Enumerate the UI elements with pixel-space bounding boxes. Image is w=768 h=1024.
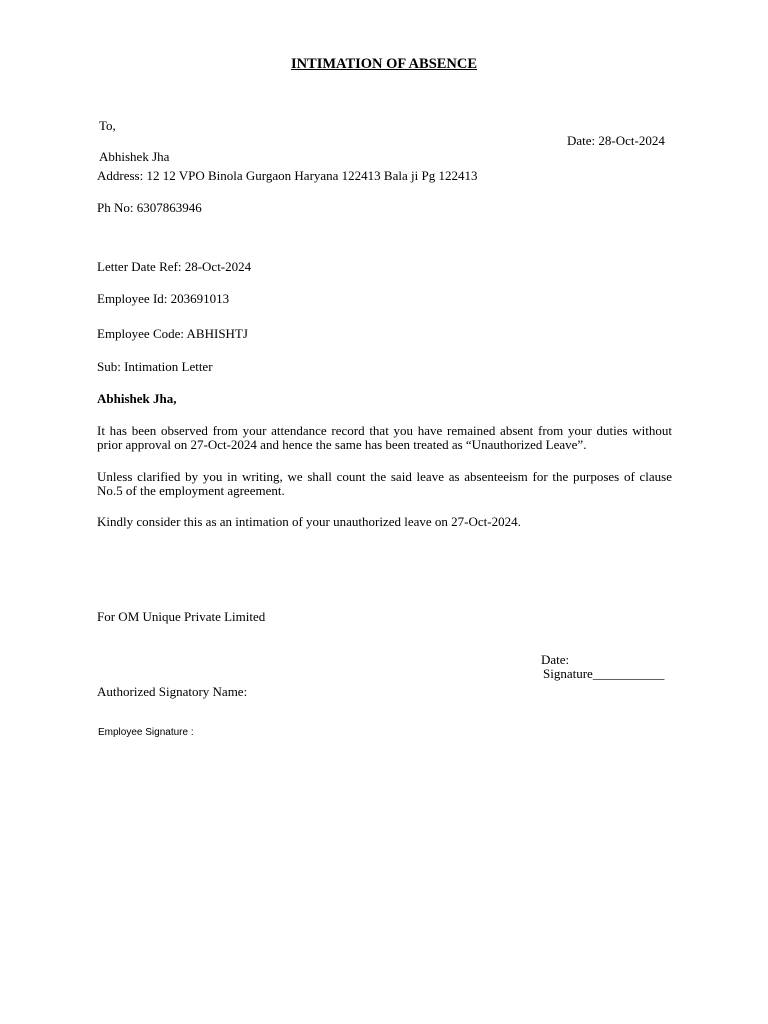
company-line: For OM Unique Private Limited <box>97 609 266 624</box>
letter-date-ref: Letter Date Ref: 28-Oct-2024 <box>97 259 252 274</box>
paragraph-absence-observed: It has been observed from your attendance record that you have remained absent from your duties without prior approval on 27-Oct-2024 and hence the same has been treated as “Unauthorized Leave”. <box>97 423 672 452</box>
to-label: To, <box>99 118 116 133</box>
employee-signature-label: Employee Signature : <box>98 727 194 738</box>
paragraph-intimation: Kindly consider this as an intimation of your unauthorized leave on 27-Oct-2024. <box>97 514 521 529</box>
recipient-phone: Ph No: 6307863946 <box>97 200 202 215</box>
document-title: INTIMATION OF ABSENCE <box>290 56 478 72</box>
subject-line: Sub: Intimation Letter <box>97 359 213 374</box>
authorized-signatory-label: Authorized Signatory Name: <box>97 684 248 699</box>
sign-date-label: Date: <box>541 652 570 667</box>
recipient-address: Address: 12 12 VPO Binola Gurgaon Haryana 122413 Bala ji Pg 122413 <box>97 168 478 183</box>
employee-id: Employee Id: 203691013 <box>97 291 230 306</box>
employee-code: Employee Code: ABHISHTJ <box>97 326 248 341</box>
paragraph-clarification: Unless clarified by you in writing, we shall count the said leave as absenteeism for the purposes of clause No.5 of the employment agreement. <box>97 469 672 498</box>
recipient-name: Abhishek Jha <box>99 149 170 164</box>
letter-date: Date: 28-Oct-2024 <box>567 133 665 148</box>
signature-line: Signature___________ <box>543 666 665 681</box>
salutation: Abhishek Jha, <box>97 391 177 406</box>
